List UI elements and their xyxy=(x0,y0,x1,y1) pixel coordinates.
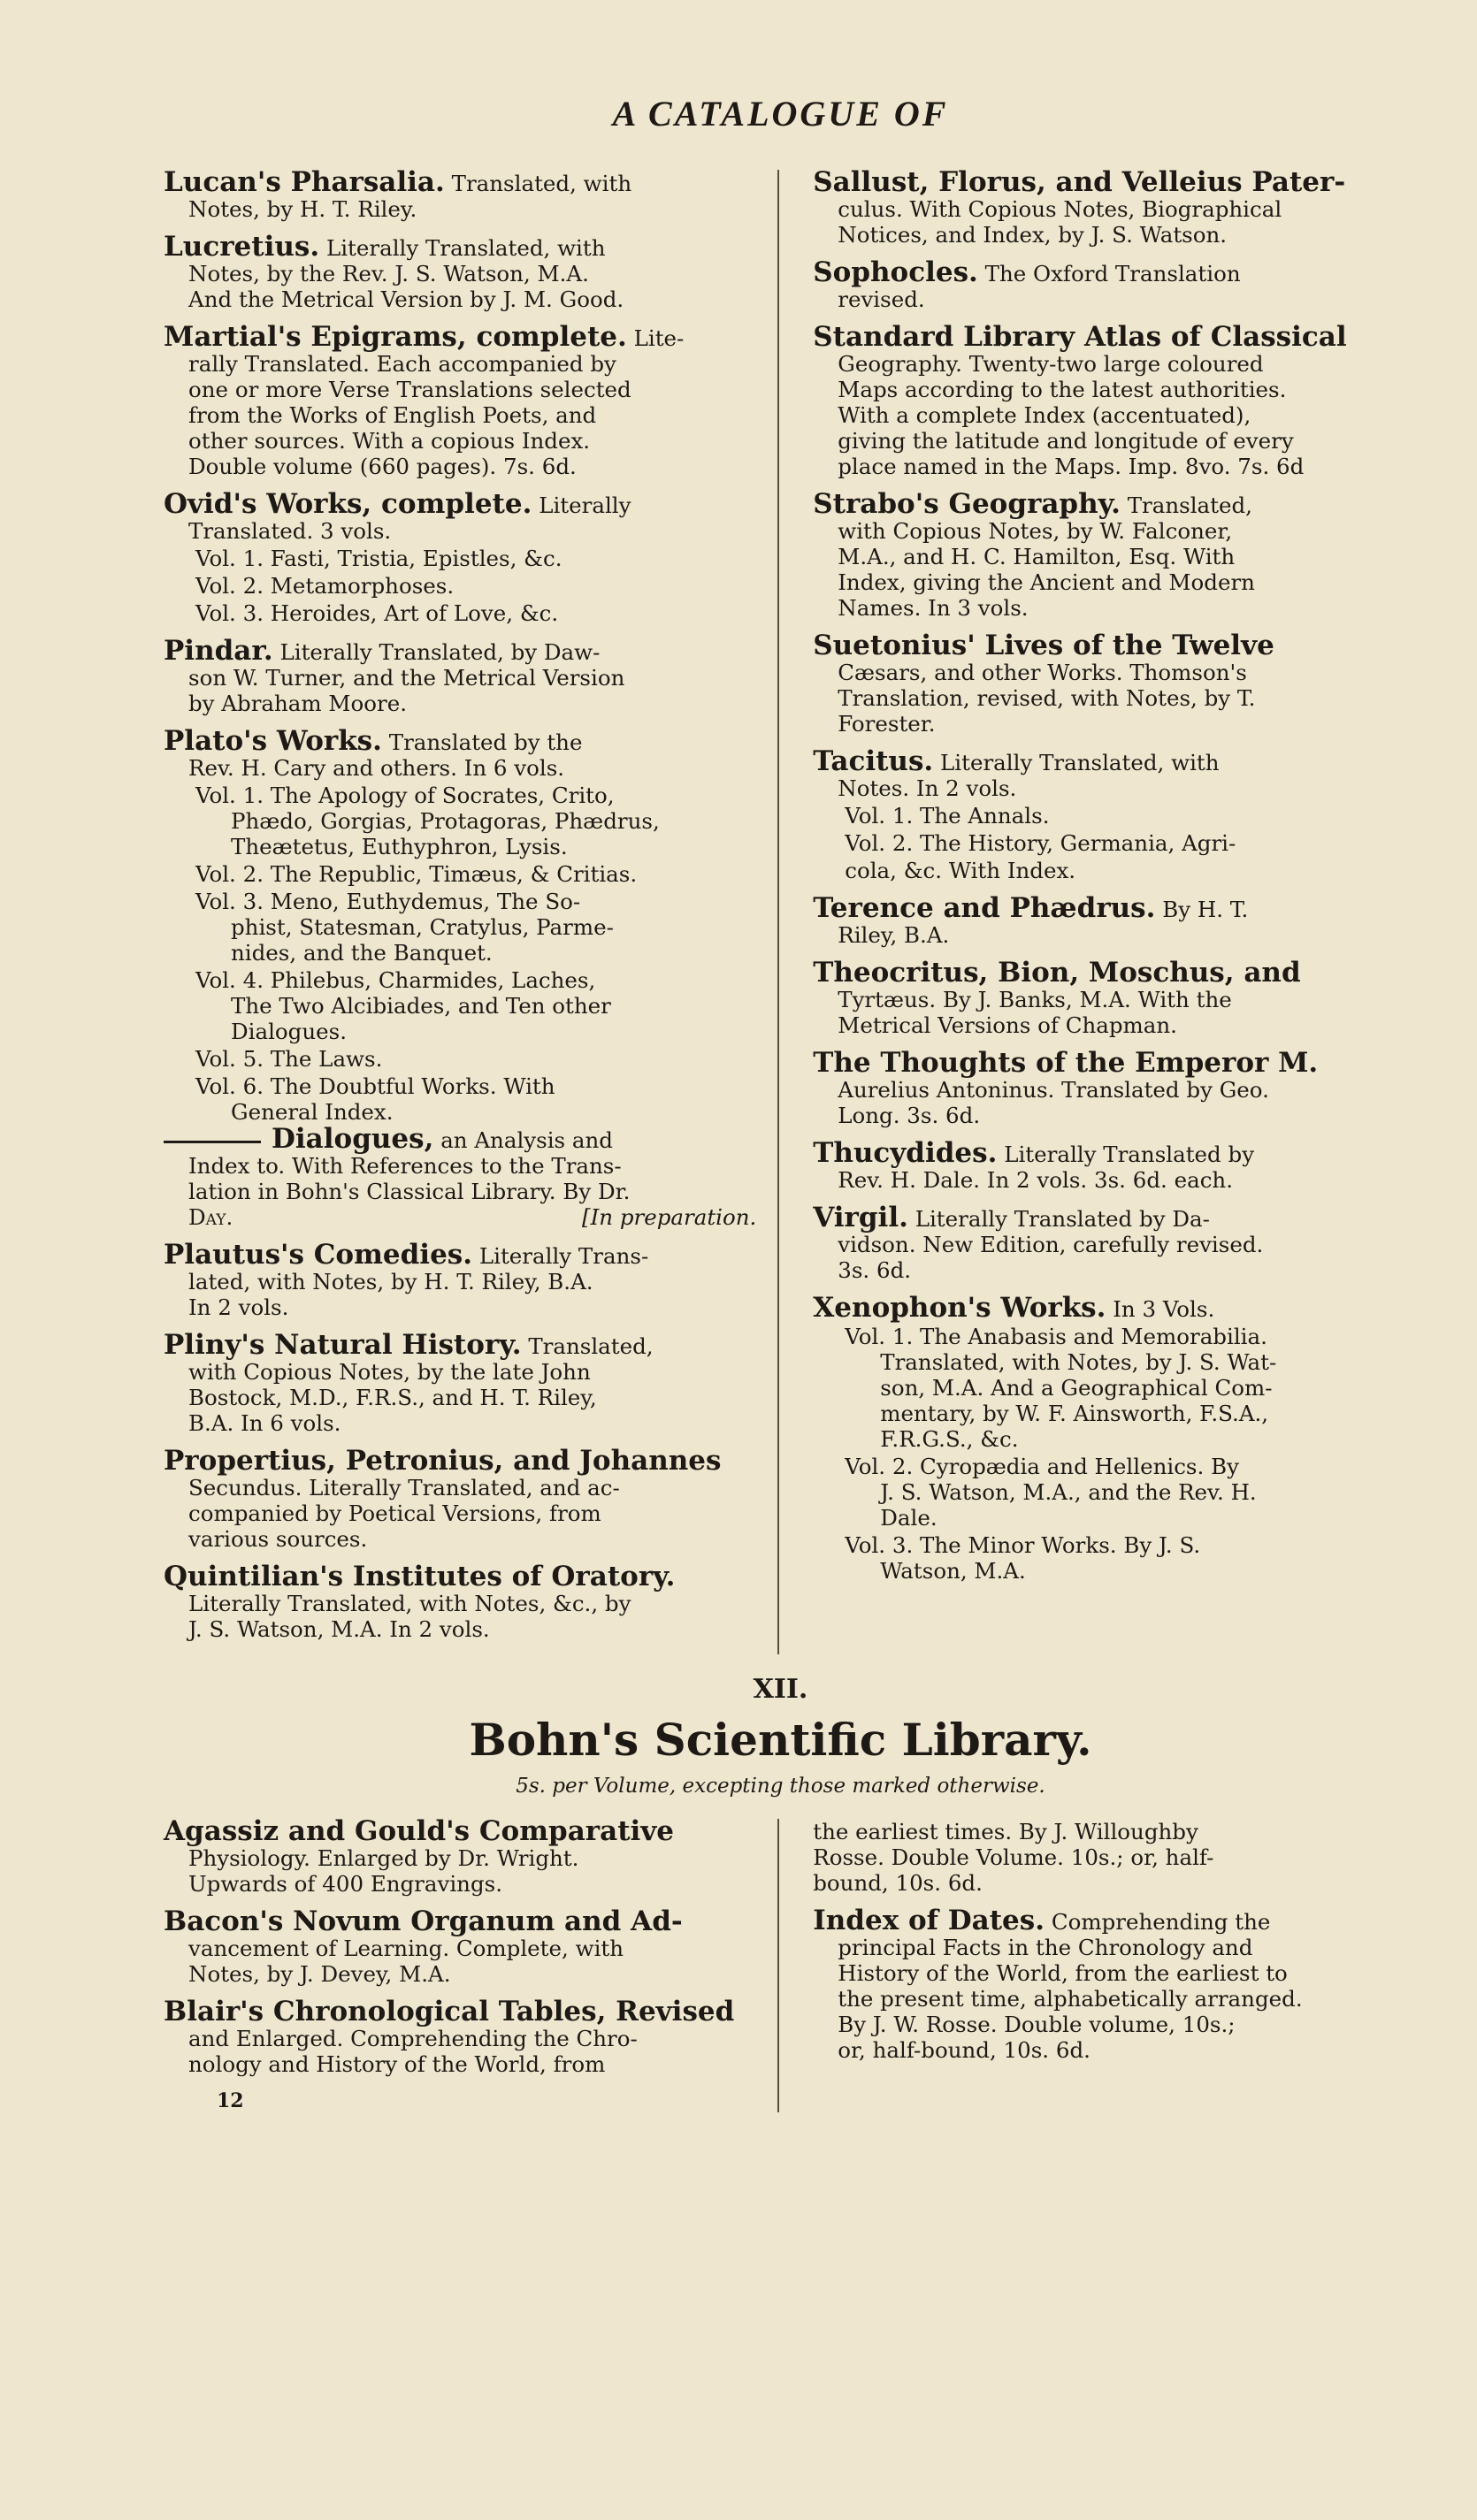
entry-desc-line: Literally Translated, with Notes, &c., by xyxy=(188,1591,631,1616)
catalogue-entry xyxy=(813,1047,1397,1128)
entry-desc-line: revised. xyxy=(838,286,925,312)
entry-desc-line: Maps according to the latest authorities. xyxy=(838,377,1287,402)
catalogue-entry xyxy=(813,892,1397,948)
entry-desc-start: In 3 Vols. xyxy=(1113,1296,1215,1322)
entry-desc-line: or, half-bound, 10s. 6d. xyxy=(838,2037,1091,2063)
volume-cont-line: Dialogues. xyxy=(231,1019,347,1044)
volume-line: Vol. 3. The Minor Works. By J. S. Watson, M.A. xyxy=(813,1532,1397,1584)
entry-desc-line: In 2 vols. xyxy=(188,1294,289,1320)
entry-desc-line: with Copious Notes, by the late John xyxy=(188,1359,591,1385)
entry-desc-line: Notices, and Index, by J. S. Watson. xyxy=(838,222,1228,248)
catalogue-entry xyxy=(813,166,1397,248)
entry-desc-line: Index, giving the Ancient and Modern xyxy=(838,569,1255,595)
entry-desc-start: Translated, xyxy=(1127,493,1252,518)
catalogue-entry xyxy=(164,1561,756,1642)
entry-desc-line: Forester. xyxy=(838,711,936,737)
dialogues-first-line xyxy=(164,1123,756,1155)
entry-desc-line: place named in the Maps. Imp. 8vo. 7s. 6d xyxy=(838,454,1305,479)
section-note: 5s. per Volume, excepting those marked otherwise. xyxy=(516,1775,1045,1798)
column-rule-lower xyxy=(777,1819,779,2112)
entry-desc-line: by Abraham Moore. xyxy=(188,691,407,716)
entry-desc-line: rally Translated. Each accompanied by xyxy=(188,351,616,377)
entry-desc-line: J. S. Watson, M.A. In 2 vols. xyxy=(188,1616,490,1642)
entry-desc-line: Notes, by the Rev. J. S. Watson, M.A. xyxy=(188,261,589,286)
entry-first-line xyxy=(164,488,756,520)
entry-desc-line: Metrical Versions of Chapman. xyxy=(838,1012,1177,1038)
volume-line: Vol. 2. Metamorphoses. xyxy=(195,573,455,599)
dash-rule xyxy=(164,1141,261,1143)
entry-title: Tacitus. xyxy=(813,745,934,777)
entry-title: Lucretius. xyxy=(164,231,320,263)
entry-first-line xyxy=(164,321,756,353)
entry-title: Ovid's Works, complete. xyxy=(164,488,532,520)
entry-desc-start: Comprehending the xyxy=(1051,1909,1271,1935)
volume-line: Vol. 1. The Anabasis and Memorabilia. Translated, with Notes, by J. S. Wat- son, M.A. And a Geographical Com- mentary, by W. F. Ainsworth, F.S.A., F.R.G.S., &c. xyxy=(813,1324,1397,1452)
entry-title: Theocritus, Bion, Moschus, and xyxy=(813,957,1301,989)
entry-desc-line: Names. In 3 vols. xyxy=(838,595,1029,621)
entry-desc-line: Translated. 3 vols. xyxy=(188,518,392,544)
catalogue-entry xyxy=(813,1202,1397,1283)
entry-desc-line: principal Facts in the Chronology and xyxy=(838,1935,1253,1960)
entry-desc-line: B.A. In 6 vols. xyxy=(188,1410,341,1436)
entry-desc-line: Geography. Twenty-two large coloured xyxy=(838,351,1264,377)
catalogue-entry xyxy=(164,1996,756,2077)
entry-first-line xyxy=(164,1445,756,1477)
running-head: A CATALOGUE OF xyxy=(612,94,949,134)
volume-line: Vol. 2. The Republic, Timæus, & Critias. xyxy=(195,861,638,887)
catalogue-entry xyxy=(813,630,1397,737)
entry-desc-line: Translation, revised, with Notes, by T. xyxy=(838,685,1256,711)
entry-desc-start: Literally Translated, with xyxy=(325,235,606,261)
entry-desc-line: Tyrtæus. By J. Banks, M.A. With the xyxy=(838,987,1232,1012)
page-number: 12 xyxy=(217,2089,244,2112)
entry-title: Plato's Works. xyxy=(164,725,382,757)
entry-first-line xyxy=(164,1561,756,1592)
catalogue-entry xyxy=(813,256,1397,312)
entry-first-line xyxy=(813,166,1397,198)
entry-desc-start: Translated, xyxy=(528,1333,654,1359)
entry-desc-line: from the Works of English Poets, and xyxy=(188,402,597,428)
entry-title: Propertius, Petronius, and Johannes xyxy=(164,1445,722,1477)
entry-title: Sophocles. xyxy=(813,256,978,288)
plato-dialogues xyxy=(164,1123,757,1230)
catalogue-entry xyxy=(164,321,756,479)
entry-desc-line: one or more Verse Translations selected xyxy=(188,377,631,402)
entry-desc-line: Secundus. Literally Translated, and ac- xyxy=(188,1475,620,1501)
entry-first-line xyxy=(813,957,1397,989)
entry-first-line xyxy=(813,256,1397,288)
catalogue-entry xyxy=(813,488,1397,621)
volume-line: Vol. 5. The Laws. xyxy=(195,1046,383,1072)
catalogue-entry xyxy=(813,321,1397,479)
entry-desc-line: vidson. New Edition, carefully revised. xyxy=(838,1232,1264,1257)
entry-desc-start: Literally Trans- xyxy=(478,1243,649,1269)
catalogue-entry xyxy=(164,488,756,626)
entry-desc-line: By J. W. Rosse. Double volume, 10s.; xyxy=(838,2012,1236,2037)
preparation-note: [In preparation. xyxy=(582,1204,757,1230)
entry-desc-line: M.A., and H. C. Hamilton, Esq. With xyxy=(838,544,1236,569)
entry-desc-start: By H. T. xyxy=(1162,897,1249,922)
entry-title: Xenophon's Works. xyxy=(813,1292,1106,1324)
entry-first-line xyxy=(813,488,1397,520)
entry-desc-start: Literally Translated, with xyxy=(940,750,1220,775)
entry-desc-start: Translated, with xyxy=(451,171,632,196)
volume-line: cola, &c. With Index. xyxy=(845,858,1076,883)
catalogue-entry xyxy=(813,1137,1397,1193)
entry-desc-line: other sources. With a copious Index. xyxy=(188,428,591,454)
author: Day. xyxy=(188,1204,233,1230)
sci-left-column xyxy=(164,1815,777,2112)
catalogue-entry xyxy=(164,1905,756,1987)
entry-title: Strabo's Geography. xyxy=(813,488,1121,520)
entry-first-line xyxy=(164,1329,756,1361)
entry-desc-line: with Copious Notes, by W. Falconer, xyxy=(838,518,1233,544)
entry-first-line xyxy=(813,630,1397,661)
dialogues-line: Index to. With References to the Trans- xyxy=(188,1153,622,1179)
catalogue-entry xyxy=(164,725,757,1230)
entry-title: Blair's Chronological Tables, Revised xyxy=(164,1996,735,2027)
entry-title: Plautus's Comedies. xyxy=(164,1239,473,1271)
entry-desc-line: Physiology. Enlarged by Dr. Wright. xyxy=(188,1845,579,1871)
volume-cont-line: son, M.A. And a Geographical Com- xyxy=(880,1375,1273,1401)
entry-title: Terence and Phædrus. xyxy=(813,892,1156,924)
catalogue-entry xyxy=(164,166,756,222)
column-rule xyxy=(777,170,779,1654)
volume-line: Vol. 4. Philebus, Charmides, Laches, The Two Alcibiades, and Ten other Dialogues. xyxy=(164,967,756,1044)
catalogue-entry xyxy=(164,1329,756,1436)
entry-title: Index of Dates. xyxy=(813,1905,1045,1936)
entry-title: Quintilian's Institutes of Oratory. xyxy=(164,1561,676,1592)
entry-desc-line: Bostock, M.D., F.R.S., and H. T. Riley, xyxy=(188,1385,597,1410)
volume-line: Vol. 1. The Annals. xyxy=(845,803,1050,829)
entry-desc-line: And the Metrical Version by J. M. Good. xyxy=(188,286,624,312)
volume-cont-line: Translated, with Notes, by J. S. Wat- xyxy=(880,1349,1277,1375)
volume-cont-line: Watson, M.A. xyxy=(880,1558,1026,1584)
continued-entry xyxy=(813,1819,1397,1896)
volume-cont-line: General Index. xyxy=(231,1099,394,1125)
entry-desc-line: Cæsars, and other Works. Thomson's xyxy=(838,660,1247,685)
entry-desc-line: With a complete Index (accentuated), xyxy=(838,402,1251,428)
entry-first-line xyxy=(813,1047,1397,1079)
entry-desc-line: Rev. H. Dale. In 2 vols. 3s. 6d. each. xyxy=(838,1167,1233,1193)
volume-cont-line: Phædo, Gorgias, Protagoras, Phædrus, xyxy=(231,808,660,834)
entry-first-line xyxy=(164,231,756,263)
entry-first-line xyxy=(813,745,1397,777)
volume-cont-line: Dale. xyxy=(880,1505,937,1531)
entry-title: Virgil. xyxy=(813,1202,908,1233)
entry-desc-line: bound, 10s. 6d. xyxy=(813,1870,983,1896)
entry-desc-line: Riley, B.A. xyxy=(838,922,950,948)
entry-desc-line: the present time, alphabetically arranged. xyxy=(838,1986,1303,2012)
left-column xyxy=(164,166,777,1654)
entry-first-line xyxy=(164,166,756,198)
catalogue-entry xyxy=(813,1905,1397,2063)
entry-desc-line: Notes. In 2 vols. xyxy=(838,775,1017,801)
entry-first-line xyxy=(813,1905,1397,1936)
catalogue-entry xyxy=(813,957,1397,1038)
entry-desc-start: Lite- xyxy=(633,325,685,351)
volume-line: Vol. 1. Fasti, Tristia, Epistles, &c. xyxy=(195,546,562,571)
upper-columns xyxy=(164,166,1397,1654)
right-column xyxy=(799,166,1397,1654)
entry-desc-line: 3s. 6d. xyxy=(838,1257,912,1283)
entry-desc-start: Literally Translated by xyxy=(1004,1142,1255,1167)
entry-first-line xyxy=(164,1815,756,1847)
section-title: Bohn's Scientific Library. xyxy=(469,1714,1092,1766)
entry-first-line xyxy=(164,635,756,667)
entry-desc-line: vancement of Learning. Complete, with xyxy=(188,1936,624,1961)
volume-line: Vol. 3. Heroides, Art of Love, &c. xyxy=(195,600,559,626)
volume-cont-line: The Two Alcibiades, and Ten other xyxy=(231,993,611,1019)
entry-title: Thucydides. xyxy=(813,1137,998,1169)
volume-cont-line: mentary, by W. F. Ainsworth, F.S.A., xyxy=(880,1401,1269,1426)
volume-line: Vol. 3. Meno, Euthydemus, The So- phist, Statesman, Cratylus, Parme- nides, and the Banquet. xyxy=(164,889,756,966)
volume-cont-line: F.R.G.S., &c. xyxy=(880,1426,1019,1452)
entry-first-line xyxy=(813,1202,1397,1233)
dialogues-line: lation in Bohn's Classical Library. By Dr. xyxy=(188,1179,631,1204)
section-number: XII. xyxy=(753,1674,808,1705)
entry-desc-line: Upwards of 400 Engravings. xyxy=(188,1871,502,1897)
entry-desc-line: son W. Turner, and the Metrical Version xyxy=(188,665,625,691)
entry-first-line xyxy=(164,1996,756,2027)
catalogue-entry xyxy=(164,635,756,716)
volume-line: Vol. 1. The Apology of Socrates, Crito, Phædo, Gorgias, Protagoras, Phædrus, Theætetus, Euthyphron, Lysis. xyxy=(164,783,756,859)
entry-desc-start: Literally Translated by Da- xyxy=(915,1206,1210,1232)
entry-desc-start: Literally Translated, by Daw- xyxy=(279,639,601,665)
dialogues-title: Dialogues, xyxy=(272,1123,434,1155)
entry-desc-line: Rev. H. Cary and others. In 6 vols. xyxy=(188,755,565,781)
entry-desc-start: Literally xyxy=(539,493,631,518)
entry-desc-line: the earliest times. By J. Willoughby xyxy=(813,1819,1198,1844)
dialogues-last-line xyxy=(164,1204,756,1230)
entry-title: Lucan's Pharsalia. xyxy=(164,166,445,198)
entry-title: The Thoughts of the Emperor M. xyxy=(813,1047,1319,1079)
volume-cont-line: Theætetus, Euthyphron, Lysis. xyxy=(231,834,568,859)
volume-line: Vol. 2. The History, Germania, Agri- xyxy=(845,830,1236,856)
entry-title: Agassiz and Gould's Comparative xyxy=(164,1815,675,1847)
lower-columns xyxy=(164,1815,1397,2112)
entry-first-line xyxy=(813,1292,1397,1324)
entry-desc-line: Notes, by H. T. Riley. xyxy=(188,196,417,222)
entry-title: Standard Library Atlas of Classical xyxy=(813,321,1347,353)
entry-desc-line: Notes, by J. Devey, M.A. xyxy=(188,1961,451,1987)
entry-first-line xyxy=(164,1239,756,1271)
entry-title: Pliny's Natural History. xyxy=(164,1329,522,1361)
entry-first-line xyxy=(164,725,756,757)
volume-cont-line: phist, Statesman, Cratylus, Parme- xyxy=(231,914,614,940)
entry-desc-line: Double volume (660 pages). 7s. 6d. xyxy=(188,454,577,479)
entry-desc-line: lated, with Notes, by H. T. Riley, B.A. xyxy=(188,1269,593,1294)
catalogue-entry xyxy=(164,1239,756,1320)
dialogues-desc: an Analysis and xyxy=(440,1127,613,1153)
entry-desc-line: and Enlarged. Comprehending the Chro- xyxy=(188,2026,638,2051)
sci-right-column xyxy=(799,1819,1397,2112)
entry-desc-line: Rosse. Double Volume. 10s.; or, half- xyxy=(813,1844,1214,1870)
entry-desc-line: Long. 3s. 6d. xyxy=(838,1103,981,1128)
entry-desc-line: culus. With Copious Notes, Biographical xyxy=(838,196,1282,222)
volume-line: Vol. 2. Cyropædia and Hellenics. By J. S. Watson, M.A., and the Rev. H. Dale. xyxy=(813,1454,1397,1531)
catalogue-entry xyxy=(813,1292,1397,1584)
entry-desc-start: The Oxford Translation xyxy=(984,261,1241,286)
entry-desc-line: various sources. xyxy=(188,1526,368,1552)
entry-desc-start: Translated by the xyxy=(388,729,583,755)
volume-line: Vol. 6. The Doubtful Works. With General Index. xyxy=(164,1073,756,1125)
entry-desc-line: History of the World, from the earliest to xyxy=(838,1960,1288,1986)
catalogue-entry xyxy=(164,231,756,312)
entry-desc-line: companied by Poetical Versions, from xyxy=(188,1501,601,1526)
catalogue-entry xyxy=(813,745,1397,883)
entry-title: Suetonius' Lives of the Twelve xyxy=(813,630,1274,661)
catalogue-entry xyxy=(164,1445,756,1552)
entry-first-line xyxy=(813,321,1397,353)
entry-first-line xyxy=(813,892,1397,924)
entry-desc-line: nology and History of the World, from xyxy=(188,2051,606,2077)
entry-first-line xyxy=(813,1137,1397,1169)
entry-title: Martial's Epigrams, complete. xyxy=(164,321,627,353)
entry-title: Bacon's Novum Organum and Ad- xyxy=(164,1905,683,1937)
entry-title: Sallust, Florus, and Velleius Pater- xyxy=(813,166,1346,198)
entry-desc-line: giving the latitude and longitude of every xyxy=(838,428,1294,454)
volume-cont-line: nides, and the Banquet. xyxy=(231,940,493,966)
entry-first-line xyxy=(164,1905,756,1937)
volume-cont-line: J. S. Watson, M.A., and the Rev. H. xyxy=(880,1479,1257,1505)
entry-desc-line: Aurelius Antoninus. Translated by Geo. xyxy=(838,1077,1269,1103)
entry-title: Pindar. xyxy=(164,635,273,667)
catalogue-entry xyxy=(164,1815,756,1897)
